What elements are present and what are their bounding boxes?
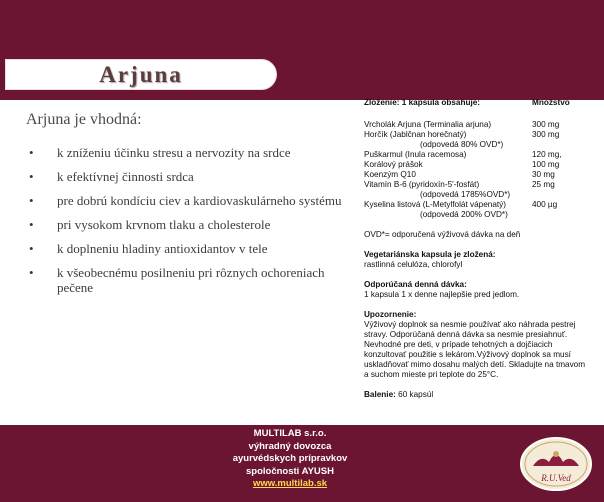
dose-title: Odporúčaná denná dávka: [364,280,467,289]
ingredient-name: Kyselina listová (L-Metylfolát vápenatý) [364,200,506,209]
ingredient-row [364,180,590,190]
bullet-icon: • [29,241,34,256]
ingredient-amount: 30 mg [532,170,555,179]
list-item: • k doplneniu hladiny antioxidantov v tele [29,241,268,256]
suitability-heading: Arjuna je vhodná: [26,111,142,128]
ingredient-name: Korálový prášok [364,160,423,169]
logo-text: R.U.Ved [541,473,571,483]
composition-panel [364,98,590,400]
bullet-icon: • [29,169,34,184]
ingredient-row [364,160,590,170]
ingredient-name: (odpovedá 80% OVD*) [420,140,504,149]
ingredient-name: Horčík (Jablčnan horečnatý) [364,130,467,139]
ingredient-name: Vrcholák Arjuna (Terminalia arjuna) [364,120,492,129]
ingredient-row [364,210,590,220]
ingredient-list [364,120,590,220]
package-info: Balenie: 60 kapsúl [364,390,434,399]
website-link[interactable]: www.multilab.sk [252,478,328,489]
ingredient-amount: 400 µg [532,200,558,209]
ingredient-amount [532,140,590,150]
company-line: spoločnosti AYUSH [246,465,334,477]
company-line: výhradný dovozca [248,440,332,452]
company-line: MULTILAB s.r.o. [253,428,327,439]
ingredient-row [364,120,590,130]
ruved-logo [519,436,593,492]
ingredient-amount [532,210,590,220]
ingredient-amount: 100 mg [532,160,560,169]
list-item: • pre dobrú kondíciu ciev a kardiovaskulárneho systému [29,193,342,208]
warning-title: Upozornenie: [364,310,417,319]
ingredient-row [364,190,590,200]
dose-text: 1 kapsula 1 x denne najlepšie pred jedlom. [364,290,520,299]
page-title: Arjuna [99,62,183,87]
ingredient-amount: 300 mg [532,130,560,139]
bullet-icon: • [29,265,34,280]
ingredient-amount [532,190,590,200]
ingredient-row [364,200,590,210]
bullet-icon: • [29,193,34,208]
list-item: • k zníženiu účinku stresu a nervozity na srdce [29,145,291,160]
veg-title: Vegetariánska kapsula je zložená: [364,250,496,259]
ingredient-row [364,130,590,140]
ingredient-name: (odpovedá 200% OVD*) [420,210,508,219]
ingredient-name: (odpovedá 1785%OVD*) [420,190,511,199]
company-line: ayurvédskych prípravkov [232,453,348,464]
ingredient-row [364,140,590,150]
ovd-note: OVD*= odporučená výživová dávka na deň [364,230,521,239]
list-item: • k všeobecnému posilneniu pri rôznych ochoreniach pečene [29,265,325,295]
benefits-list [26,145,356,304]
veg-text: rastlinná celulóza, chlorofyl [364,260,463,269]
ingredient-row [364,170,590,180]
company-info [190,428,390,491]
ingredient-amount: 300 mg [532,120,560,129]
ingredient-name: Koenzým Q10 [364,170,416,179]
ingredient-name: Vitamín B-6 (pyridoxín-5'-fosfát) [364,180,480,189]
ingredient-name: Puškarmul (Inula racemosa) [364,150,467,159]
list-item: • k efektívnej činnosti srdca [29,169,194,184]
ingredient-row [364,150,590,160]
bullet-icon: • [29,217,34,232]
ingredient-amount: 25 mg [532,180,555,189]
title-banner [6,60,276,89]
bullet-icon: • [29,145,34,160]
list-item: • pri vysokom krvnom tlaku a cholesterole [29,217,271,232]
composition-header: Zloženie: 1 kapsula obsahuje: Množstvo [364,98,570,107]
warning-text: Výživový doplnok sa nesmie používať ako náhrada pestrej stravy. Odporúčaná denná dávka sa nesmie presiahnuť. Nevhodné pre deti, v prípade tehotných a dojčiacich konzultovať použitie s lekárom.Výživový doplnok sa musí uskladňovať mimo dosahu malých detí. Skladujte na tmavom a suchom mieste pri teplote do 25°C. [364,320,586,379]
ingredient-amount: 120 mg, [532,150,562,159]
